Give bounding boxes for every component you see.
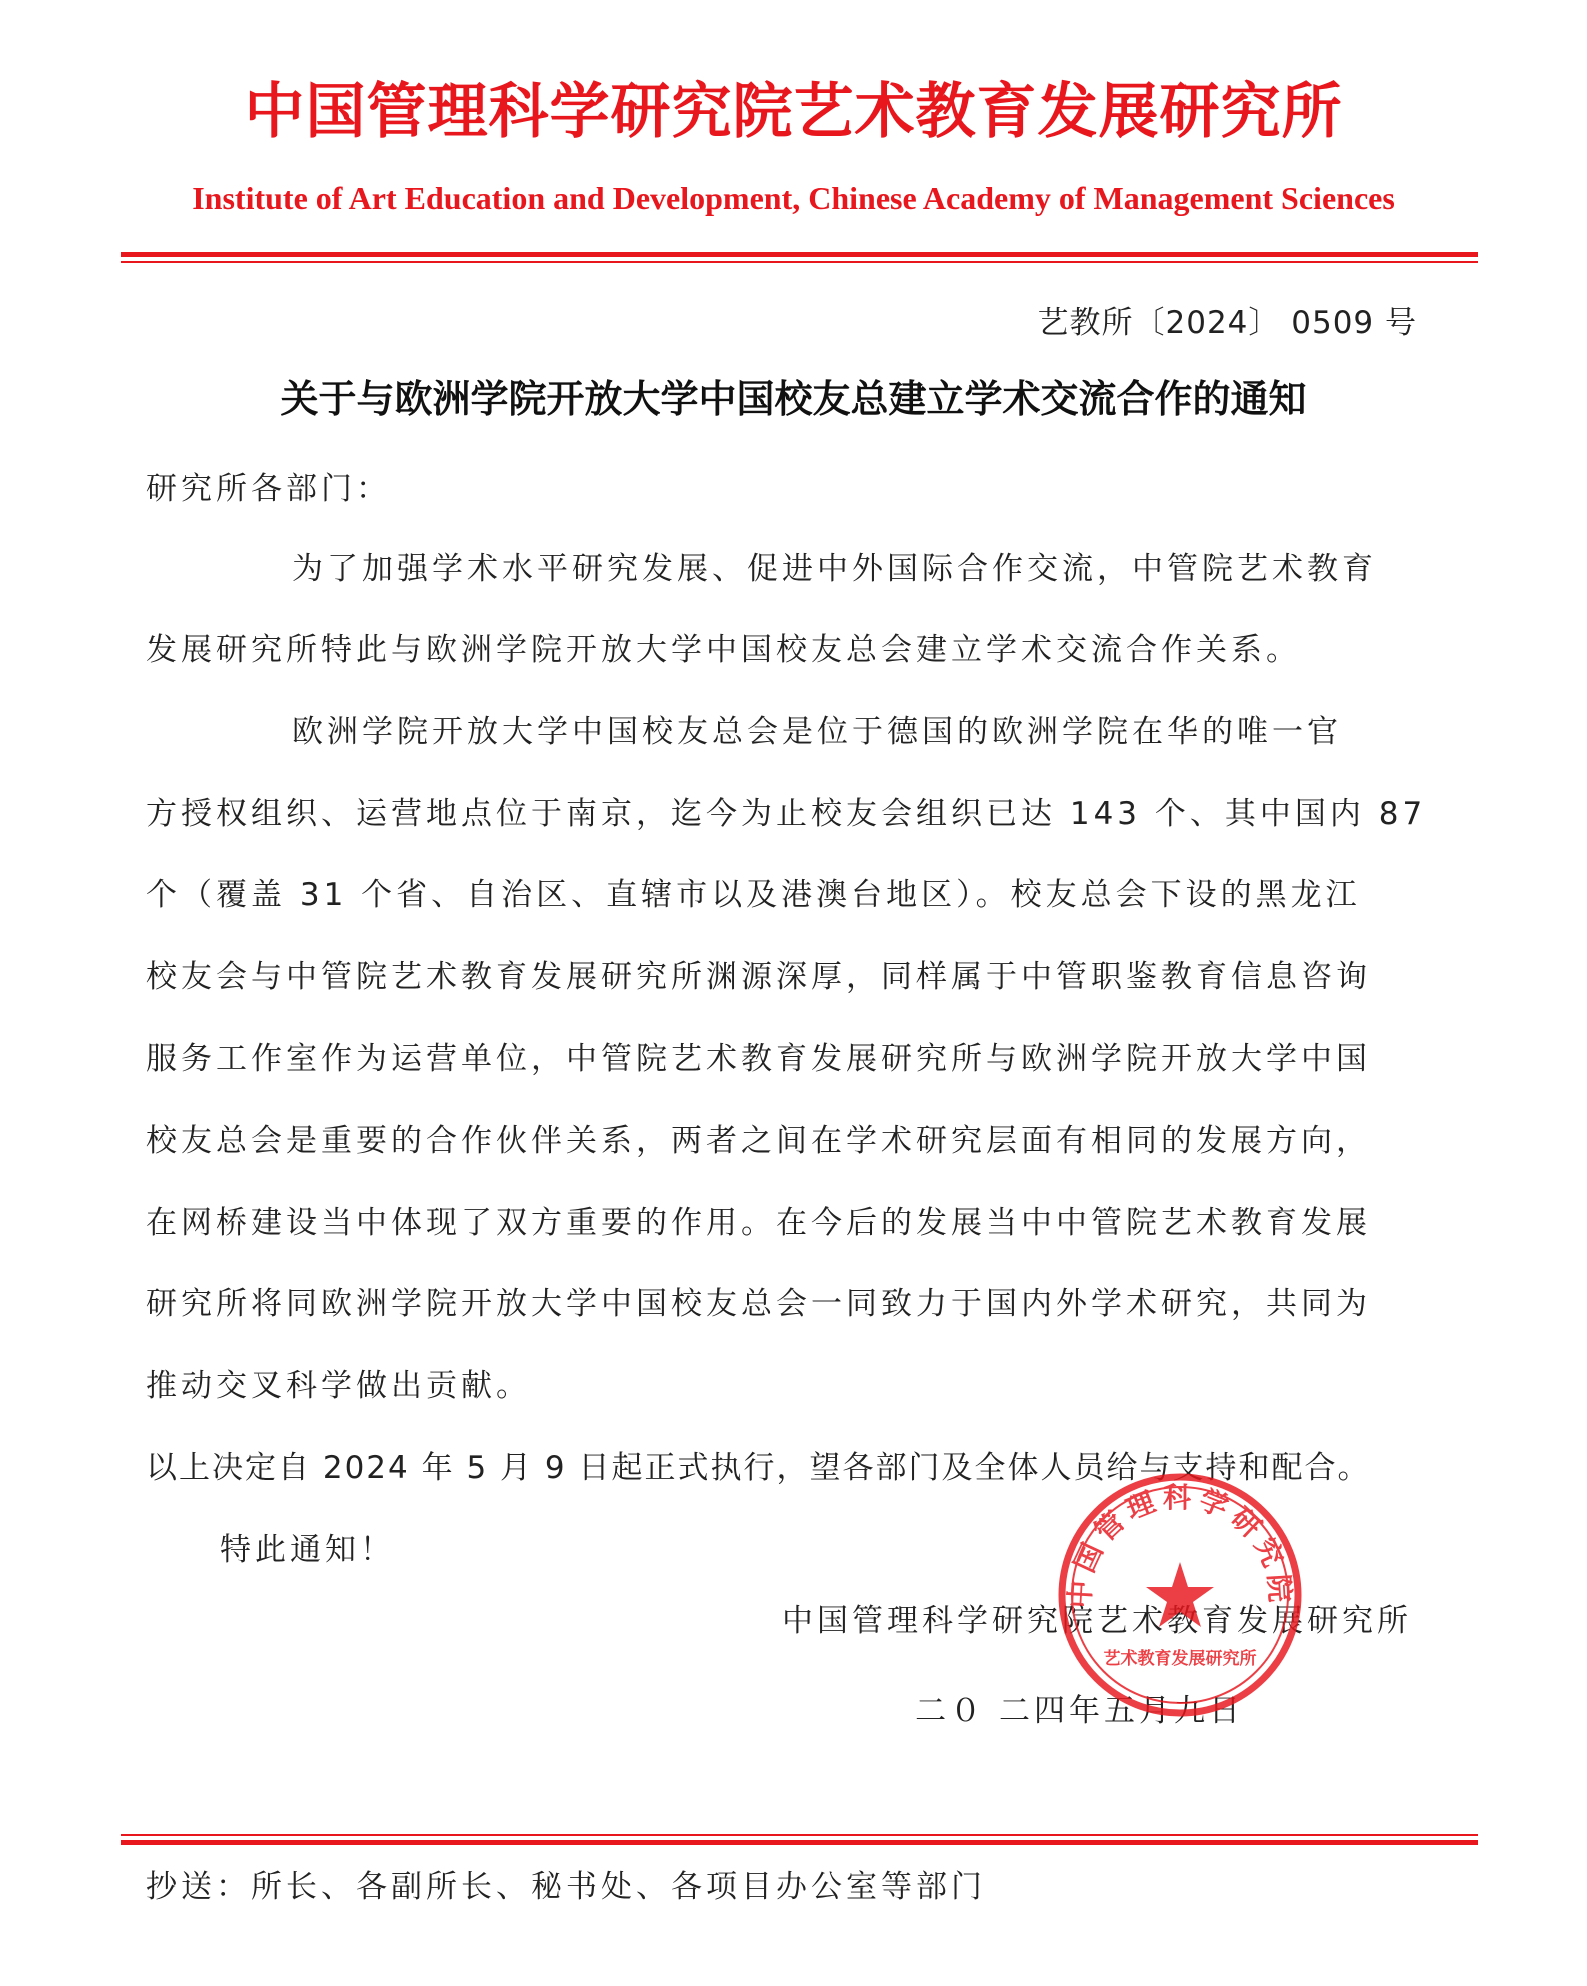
paragraph-2-line: 在网桥建设当中体现了双方重要的作用。在今后的发展当中中管院艺术教育发展: [146, 1205, 1371, 1241]
paragraph-2-line: 个（覆盖 31 个省、自治区、直辖市以及港澳台地区）。校友总会下设的黑龙江: [146, 877, 1361, 913]
document-number: 艺教所〔2024〕 0509 号: [1037, 305, 1417, 341]
cc-line: 抄送：所长、各副所长、秘书处、各项目办公室等部门: [146, 1869, 986, 1905]
notice-line: 特此通知！: [220, 1532, 395, 1568]
decision-line: 以上决定自 2024 年 5 月 9 日起正式执行，望各部门及全体人员给与支持和配合。: [146, 1450, 1371, 1486]
paragraph-1-line: 发展研究所特此与欧洲学院开放大学中国校友总会建立学术交流合作关系。: [146, 632, 1301, 668]
header-title-cn: 中国管理科学研究院艺术教育发展研究所: [244, 77, 1343, 147]
official-seal-icon: [1055, 1470, 1305, 1720]
footer-rule-thin: [121, 1834, 1478, 1836]
document-title: 关于与欧洲学院开放大学中国校友总建立学术交流合作的通知: [280, 376, 1307, 421]
paragraph-2-line: 方授权组织、运营地点位于南京，迄今为止校友会组织已达 143 个、其中国内 87: [146, 796, 1427, 832]
footer-rule-thick: [121, 1840, 1478, 1845]
seal-inner-text: 艺术教育发展研究所: [1103, 1649, 1257, 1669]
header-title-en: Institute of Art Education and Development, Chinese Academy of Management Sciences: [192, 180, 1395, 216]
seal-star-icon: [1146, 1562, 1214, 1627]
paragraph-2-line: 校友总会是重要的合作伙伴关系，两者之间在学术研究层面有相同的发展方向，: [146, 1123, 1371, 1159]
paragraph-1-line: 为了加强学术水平研究发展、促进中外国际合作交流，中管院艺术教育: [292, 551, 1377, 587]
header-rule-thick: [121, 252, 1478, 257]
paragraph-2-line: 校友会与中管院艺术教育发展研究所渊源深厚，同样属于中管职鉴教育信息咨询: [146, 959, 1371, 995]
header-rule-thin: [121, 261, 1478, 263]
signature-date: 二０ 二四年五月九日: [915, 1693, 1244, 1729]
salutation: 研究所各部门：: [146, 471, 391, 507]
paragraph-2-line: 研究所将同欧洲学院开放大学中国校友总会一同致力于国内外学术研究，共同为: [146, 1286, 1371, 1322]
seal-ring-text: 中国管理科学研究院: [1063, 1480, 1297, 1610]
paragraph-2-line: 推动交叉科学做出贡献。: [146, 1368, 531, 1404]
signature-org: 中国管理科学研究院艺术教育发展研究所: [782, 1603, 1412, 1639]
paragraph-2-line: 服务工作室作为运营单位，中管院艺术教育发展研究所与欧洲学院开放大学中国: [146, 1041, 1371, 1077]
paragraph-2-line: 欧洲学院开放大学中国校友总会是位于德国的欧洲学院在华的唯一官: [292, 714, 1342, 750]
